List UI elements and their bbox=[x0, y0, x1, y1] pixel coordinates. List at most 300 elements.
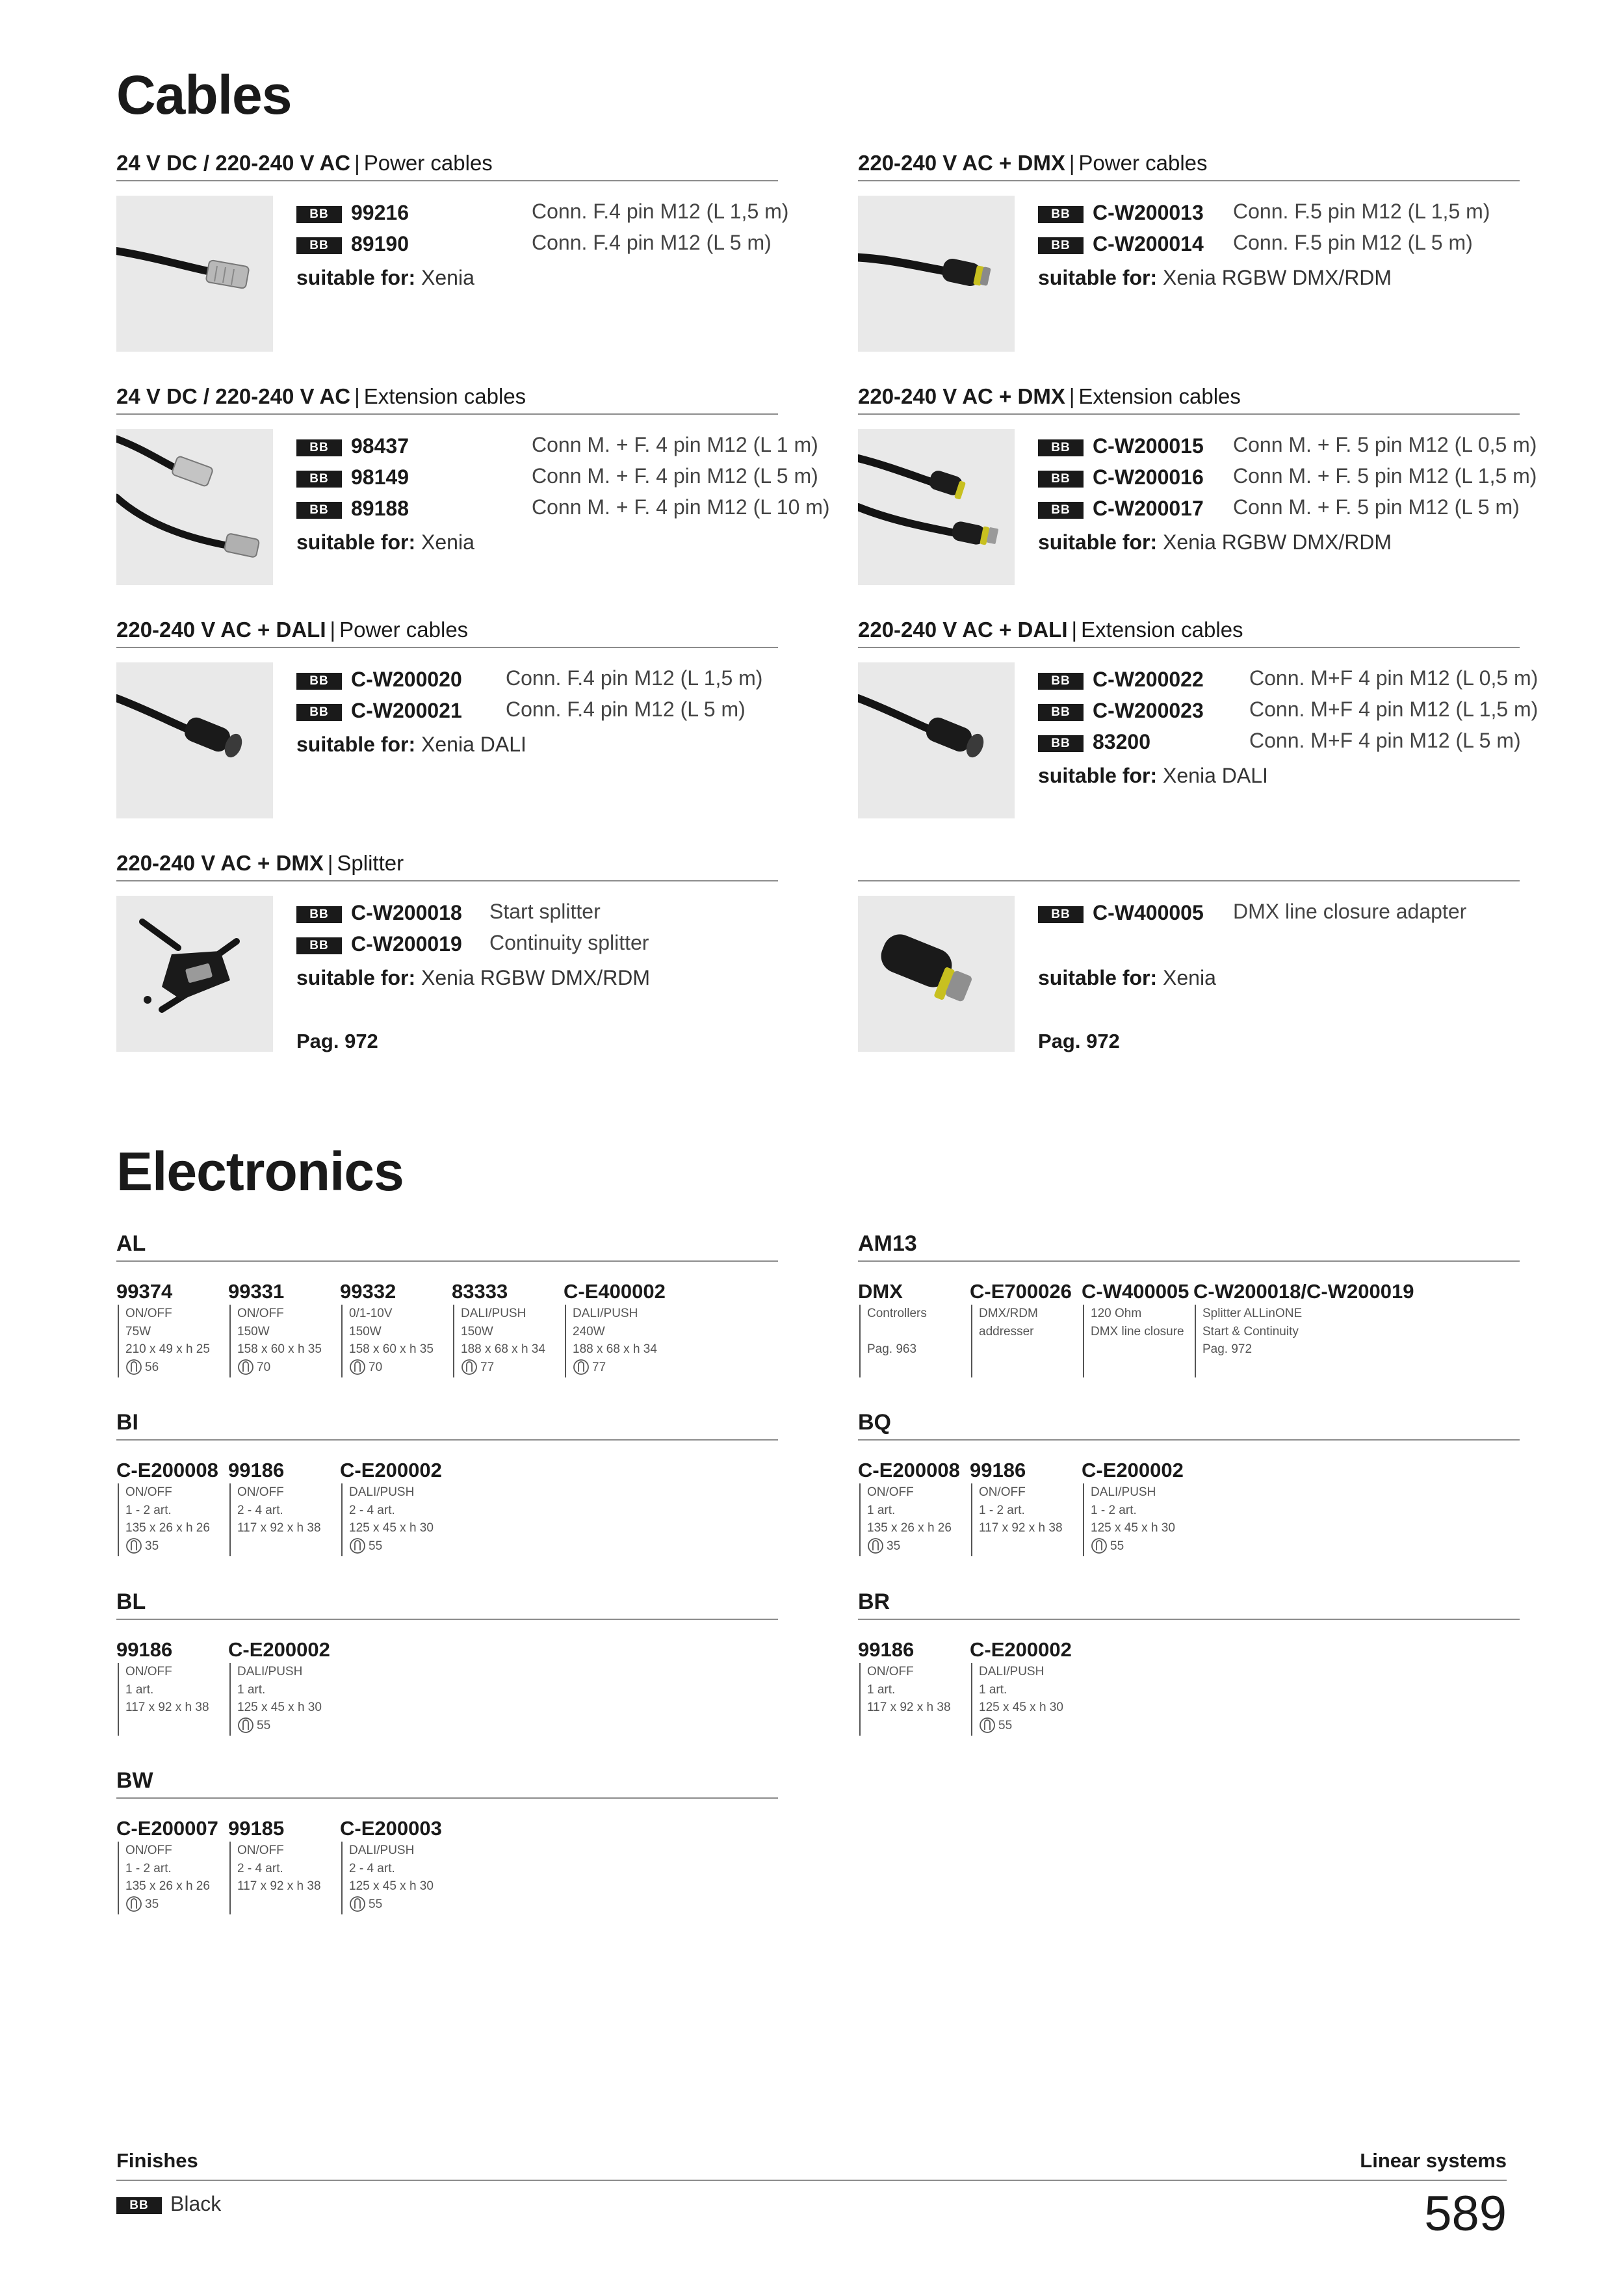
item-desc: Conn. F.4 pin M12 (L 1,5 m) bbox=[506, 666, 763, 690]
page-reference[interactable]: Pag. 972 bbox=[296, 1030, 378, 1052]
detail-line: 150W bbox=[237, 1324, 270, 1338]
product-col bbox=[858, 1638, 970, 1736]
heading-separator: | bbox=[327, 851, 333, 875]
product-col bbox=[116, 1459, 228, 1556]
product-code: C-E200002 bbox=[340, 1459, 442, 1481]
driver-icon bbox=[979, 1717, 996, 1734]
item-desc: Conn M. + F. 5 pin M12 (L 0,5 m) bbox=[1233, 433, 1537, 456]
product-code: C-E200008 bbox=[858, 1459, 960, 1481]
cable-photo bbox=[116, 196, 273, 352]
product-details bbox=[341, 1842, 452, 1914]
suitable-for bbox=[296, 729, 778, 760]
item-row bbox=[1038, 464, 1537, 495]
item-row bbox=[1038, 200, 1520, 231]
item-row bbox=[296, 433, 818, 464]
detail-line: 158 x 60 x h 35 bbox=[237, 1342, 322, 1356]
detail-line: DALI/PUSH bbox=[349, 1844, 415, 1857]
detail-line: ON/OFF bbox=[125, 1307, 172, 1320]
section-rule bbox=[116, 180, 778, 181]
product-col bbox=[340, 1459, 452, 1556]
product-details bbox=[229, 1663, 340, 1736]
section-heading bbox=[858, 617, 1520, 643]
icon-row bbox=[349, 1537, 452, 1556]
icon-value: 35 bbox=[145, 1897, 159, 1911]
group-rule bbox=[858, 1260, 1520, 1262]
product-code: C-E200003 bbox=[340, 1817, 442, 1840]
detail-line: DALI/PUSH bbox=[349, 1485, 415, 1499]
item-list bbox=[296, 433, 830, 558]
product-code: 99186 bbox=[228, 1459, 285, 1481]
page-reference[interactable]: Pag. 972 bbox=[1038, 1030, 1120, 1052]
suitable-value: Xenia bbox=[1163, 966, 1216, 989]
icon-row bbox=[237, 1717, 340, 1735]
icon-value: 55 bbox=[369, 1897, 383, 1911]
product-col bbox=[116, 1638, 228, 1736]
cables-title: Cables bbox=[116, 64, 292, 125]
product-code: C-E200002 bbox=[228, 1638, 330, 1661]
item-code: C-W200018 bbox=[351, 901, 462, 924]
detail-line: 150W bbox=[461, 1324, 493, 1338]
heading-bold: 220-240 V AC + DALI bbox=[116, 618, 326, 642]
heading-separator: | bbox=[354, 384, 360, 408]
detail-line: 2 - 4 art. bbox=[349, 1503, 395, 1517]
heading-separator: | bbox=[1069, 384, 1075, 408]
detail-line: 158 x 60 x h 35 bbox=[349, 1342, 434, 1356]
product-code: C-W400005 bbox=[1082, 1280, 1189, 1303]
finish-badge: BB bbox=[1038, 471, 1084, 488]
suitable-value: Xenia bbox=[421, 530, 474, 554]
product-col bbox=[970, 1638, 1082, 1736]
detail-line: 117 x 92 x h 38 bbox=[867, 1701, 951, 1714]
product-details bbox=[971, 1305, 1082, 1377]
driver-icon bbox=[125, 1359, 142, 1376]
detail-line: 135 x 26 x h 26 bbox=[125, 1521, 210, 1535]
section-heading bbox=[116, 150, 778, 176]
group-name: AL bbox=[116, 1231, 146, 1256]
section-rule bbox=[116, 413, 778, 415]
icon-row bbox=[867, 1537, 970, 1556]
heading-label: Power cables bbox=[1078, 151, 1208, 175]
product-details bbox=[118, 1842, 228, 1914]
product-code: C-E700026 bbox=[970, 1280, 1072, 1303]
page-number: 589 bbox=[1424, 2186, 1507, 2241]
icon-row bbox=[125, 1896, 228, 1914]
splitter-photo bbox=[116, 896, 273, 1052]
finish-badge: BB bbox=[1038, 502, 1084, 519]
section-heading bbox=[116, 617, 778, 643]
detail-line: ON/OFF bbox=[979, 1485, 1026, 1499]
heading-bold: 220-240 V AC + DALI bbox=[858, 618, 1068, 642]
suitable-value: Xenia DALI bbox=[1163, 764, 1268, 787]
product-details bbox=[859, 1483, 970, 1556]
item-row bbox=[296, 666, 778, 698]
item-desc: Continuity splitter bbox=[489, 931, 649, 954]
heading-label: Splitter bbox=[337, 851, 404, 875]
group-name: BR bbox=[858, 1589, 890, 1614]
detail-line: DMX/RDM bbox=[979, 1307, 1038, 1320]
product-details bbox=[118, 1483, 228, 1556]
detail-line[interactable]: Pag. 972 bbox=[1202, 1342, 1253, 1356]
item-desc: Conn. M+F 4 pin M12 (L 1,5 m) bbox=[1249, 698, 1539, 721]
item-code: C-W200022 bbox=[1093, 668, 1204, 691]
detail-line: DALI/PUSH bbox=[979, 1665, 1045, 1678]
detail-line: 117 x 92 x h 38 bbox=[237, 1879, 321, 1893]
product-details bbox=[118, 1305, 228, 1377]
group-rule bbox=[858, 1439, 1520, 1441]
group-name: BW bbox=[116, 1768, 153, 1793]
detail-line: ON/OFF bbox=[867, 1665, 914, 1678]
suitable-for bbox=[1038, 527, 1520, 558]
item-list bbox=[1038, 900, 1520, 993]
driver-icon bbox=[349, 1537, 366, 1554]
product-col bbox=[970, 1459, 1082, 1556]
icon-row bbox=[349, 1896, 452, 1914]
section-rule bbox=[858, 647, 1520, 648]
detail-line: 1 art. bbox=[867, 1682, 896, 1697]
product-details bbox=[971, 1663, 1082, 1736]
driver-icon bbox=[237, 1717, 254, 1734]
item-desc: Conn M. + F. 4 pin M12 (L 5 m) bbox=[532, 464, 818, 488]
suitable-value: Xenia RGBW DMX/RDM bbox=[421, 966, 651, 989]
electronics-title: Electronics bbox=[116, 1141, 404, 1202]
detail-line: 2 - 4 art. bbox=[237, 1861, 283, 1875]
item-desc: Conn M. + F. 4 pin M12 (L 10 m) bbox=[532, 495, 830, 519]
detail-line: DALI/PUSH bbox=[573, 1307, 638, 1320]
product-details bbox=[565, 1305, 675, 1377]
item-row bbox=[1038, 433, 1537, 464]
item-list bbox=[296, 200, 789, 293]
detail-line: Start & Continuity bbox=[1202, 1324, 1299, 1338]
detail-line: DALI/PUSH bbox=[461, 1307, 526, 1320]
product-col bbox=[228, 1638, 340, 1736]
product-code: 99186 bbox=[858, 1638, 915, 1661]
detail-line: 1 - 2 art. bbox=[1091, 1503, 1137, 1517]
suitable-value: Xenia bbox=[421, 266, 474, 289]
item-row bbox=[1038, 900, 1520, 931]
item-row bbox=[296, 200, 789, 231]
suitable-for bbox=[1038, 962, 1520, 993]
heading-label: Extension cables bbox=[363, 384, 526, 408]
cable-photo bbox=[858, 196, 1015, 352]
cable-section-24v-power bbox=[116, 150, 789, 289]
cable-photo bbox=[858, 429, 1015, 585]
cable-image-icon bbox=[116, 662, 273, 818]
product-col bbox=[228, 1459, 340, 1556]
group-rule bbox=[116, 1439, 778, 1441]
product-code: DMX bbox=[858, 1280, 903, 1303]
product-col bbox=[340, 1817, 452, 1914]
driver-icon bbox=[125, 1896, 142, 1912]
suitable-label: suitable for: bbox=[296, 266, 416, 289]
product-col bbox=[858, 1280, 970, 1377]
product-col bbox=[116, 1280, 228, 1377]
cable-section-dmx-power bbox=[858, 150, 1520, 289]
cable-section-dali-extension bbox=[858, 617, 1539, 787]
product-col bbox=[228, 1817, 340, 1914]
detail-line: Controllers bbox=[867, 1307, 927, 1320]
icon-value: 77 bbox=[480, 1360, 495, 1374]
item-code: C-W400005 bbox=[1093, 901, 1204, 924]
item-desc: DMX line closure adapter bbox=[1233, 900, 1467, 923]
item-row bbox=[296, 464, 818, 495]
product-code: C-E400002 bbox=[564, 1280, 666, 1303]
adapter-photo bbox=[858, 896, 1015, 1052]
detail-line: 210 x 49 x h 25 bbox=[125, 1342, 210, 1356]
product-col bbox=[564, 1280, 675, 1377]
driver-icon bbox=[349, 1359, 366, 1376]
cable-image-icon bbox=[858, 429, 1015, 585]
footer-rule bbox=[116, 2180, 1507, 2181]
suitable-label: suitable for: bbox=[296, 966, 416, 989]
heading-bold: 220-240 V AC + DMX bbox=[116, 851, 324, 875]
icon-row bbox=[573, 1359, 675, 1377]
cable-photo bbox=[116, 429, 273, 585]
icon-value: 55 bbox=[257, 1718, 271, 1732]
item-row bbox=[1038, 698, 1539, 729]
product-details bbox=[229, 1483, 340, 1556]
adapter-image-icon bbox=[858, 896, 1015, 1052]
heading-label: Extension cables bbox=[1078, 384, 1241, 408]
product-details bbox=[341, 1483, 452, 1556]
electronics-group-bi bbox=[116, 1409, 778, 1553]
detail-line[interactable]: Pag. 963 bbox=[867, 1342, 917, 1356]
detail-spacer bbox=[867, 1323, 970, 1341]
detail-line: 135 x 26 x h 26 bbox=[867, 1521, 952, 1535]
driver-icon bbox=[461, 1359, 478, 1376]
item-desc: Conn M. + F. 5 pin M12 (L 5 m) bbox=[1233, 495, 1520, 519]
heading-bold: 220-240 V AC + DMX bbox=[858, 151, 1065, 175]
item-row bbox=[296, 900, 778, 931]
icon-value: 55 bbox=[1110, 1539, 1124, 1553]
detail-line: 1 - 2 art. bbox=[979, 1503, 1025, 1517]
product-code: C-E200008 bbox=[116, 1459, 218, 1481]
electronics-group-bl bbox=[116, 1589, 778, 1732]
icon-value: 70 bbox=[369, 1360, 383, 1374]
product-col bbox=[116, 1817, 228, 1914]
item-row bbox=[1038, 231, 1520, 262]
item-desc: Conn. M+F 4 pin M12 (L 5 m) bbox=[1249, 729, 1521, 752]
product-code: 99331 bbox=[228, 1280, 285, 1303]
suitable-label: suitable for: bbox=[1038, 966, 1158, 989]
item-list bbox=[1038, 666, 1539, 791]
detail-line: 117 x 92 x h 38 bbox=[237, 1521, 321, 1535]
item-desc: Conn M. + F. 4 pin M12 (L 1 m) bbox=[532, 433, 818, 456]
product-col bbox=[1082, 1459, 1193, 1556]
icon-row bbox=[125, 1359, 228, 1377]
item-desc: Conn. F.5 pin M12 (L 5 m) bbox=[1233, 231, 1473, 254]
group-rule bbox=[858, 1619, 1520, 1620]
product-code: 99374 bbox=[116, 1280, 173, 1303]
heading-label: Extension cables bbox=[1081, 618, 1243, 642]
section-heading bbox=[858, 384, 1520, 410]
product-col bbox=[228, 1280, 340, 1377]
item-row bbox=[296, 698, 778, 729]
cable-section-dmx-splitter bbox=[116, 850, 778, 1052]
driver-icon bbox=[1091, 1537, 1108, 1554]
section-rule bbox=[858, 880, 1520, 881]
product-code: C-E200007 bbox=[116, 1817, 218, 1840]
item-code: C-W200014 bbox=[1093, 232, 1204, 255]
icon-value: 55 bbox=[369, 1539, 383, 1553]
driver-icon bbox=[573, 1359, 590, 1376]
product-details bbox=[1195, 1305, 1453, 1377]
item-desc: Conn. F.4 pin M12 (L 1,5 m) bbox=[532, 200, 789, 223]
item-list bbox=[296, 900, 778, 993]
cable-section-dali-power bbox=[116, 617, 778, 756]
product-col bbox=[970, 1280, 1082, 1377]
group-rule bbox=[116, 1797, 778, 1799]
detail-line: 240W bbox=[573, 1324, 605, 1338]
icon-row bbox=[1091, 1537, 1193, 1556]
product-code: 99185 bbox=[228, 1817, 285, 1840]
heading-label: Power cables bbox=[363, 151, 493, 175]
product-details bbox=[341, 1305, 452, 1377]
item-desc: Conn. F.4 pin M12 (L 5 m) bbox=[506, 698, 746, 721]
icon-row bbox=[237, 1359, 340, 1377]
detail-line: ON/OFF bbox=[237, 1485, 284, 1499]
item-code: 98437 bbox=[351, 434, 409, 458]
item-code: C-W200016 bbox=[1093, 465, 1204, 489]
heading-bold: 24 V DC / 220-240 V AC bbox=[116, 384, 351, 408]
product-code: 99186 bbox=[970, 1459, 1026, 1481]
detail-line: ON/OFF bbox=[125, 1485, 172, 1499]
finish-badge: BB bbox=[1038, 237, 1084, 254]
detail-line: DALI/PUSH bbox=[1091, 1485, 1156, 1499]
suitable-for bbox=[1038, 760, 1520, 791]
group-name: BQ bbox=[858, 1410, 891, 1435]
item-row bbox=[1038, 729, 1520, 760]
finish-badge: BB bbox=[1038, 906, 1084, 923]
product-col bbox=[1082, 1280, 1193, 1377]
group-name: AM13 bbox=[858, 1231, 917, 1256]
icon-value: 70 bbox=[257, 1360, 271, 1374]
finish-badge: BB bbox=[296, 206, 342, 223]
icon-value: 35 bbox=[145, 1539, 159, 1553]
finish-badge: BB bbox=[296, 673, 342, 690]
detail-line: 0/1-10V bbox=[349, 1307, 393, 1320]
cable-photo bbox=[116, 662, 273, 818]
item-row bbox=[296, 231, 778, 262]
finish-badge: BB bbox=[1038, 439, 1084, 456]
product-details bbox=[1083, 1305, 1193, 1377]
detail-line: 125 x 45 x h 30 bbox=[237, 1701, 322, 1714]
product-code: C-E200002 bbox=[1082, 1459, 1184, 1481]
finish-badge: BB bbox=[1038, 673, 1084, 690]
finish-badge: BB bbox=[296, 906, 342, 923]
detail-line: 1 art. bbox=[979, 1682, 1007, 1697]
suitable-label: suitable for: bbox=[296, 530, 416, 554]
finish-badge: BB bbox=[296, 439, 342, 456]
heading-bold: 24 V DC / 220-240 V AC bbox=[116, 151, 351, 175]
finishes-title: Finishes bbox=[116, 2149, 198, 2172]
item-code: 89188 bbox=[351, 497, 409, 520]
detail-line: 1 art. bbox=[125, 1682, 154, 1697]
detail-line: 1 art. bbox=[237, 1682, 266, 1697]
section-rule bbox=[858, 413, 1520, 415]
suitable-label: suitable for: bbox=[296, 733, 416, 756]
driver-icon bbox=[125, 1537, 142, 1554]
group-name: BI bbox=[116, 1410, 138, 1435]
item-list bbox=[1038, 433, 1537, 558]
product-details bbox=[453, 1305, 564, 1377]
heading-label: Power cables bbox=[339, 618, 469, 642]
detail-line: ON/OFF bbox=[237, 1307, 284, 1320]
section-rule bbox=[116, 647, 778, 648]
finish-badge: BB bbox=[1038, 704, 1084, 721]
finish-badge: BB bbox=[296, 471, 342, 488]
detail-line: DALI/PUSH bbox=[237, 1665, 303, 1678]
section-rule bbox=[116, 880, 778, 881]
detail-line: 135 x 26 x h 26 bbox=[125, 1879, 210, 1893]
finish-badge: BB bbox=[1038, 206, 1084, 223]
group-rule bbox=[116, 1619, 778, 1620]
detail-line: 125 x 45 x h 30 bbox=[349, 1521, 434, 1535]
item-code: C-W200015 bbox=[1093, 434, 1204, 458]
icon-row bbox=[461, 1359, 564, 1377]
cable-image-icon bbox=[858, 662, 1015, 818]
detail-line: 1 - 2 art. bbox=[125, 1503, 172, 1517]
finish-badge: BB bbox=[296, 937, 342, 954]
item-desc: Start splitter bbox=[489, 900, 601, 923]
product-code: 99332 bbox=[340, 1280, 396, 1303]
item-code: 98149 bbox=[351, 465, 409, 489]
finish-badge: BB bbox=[296, 704, 342, 721]
icon-row bbox=[979, 1717, 1082, 1735]
electronics-group-br bbox=[858, 1589, 1520, 1732]
detail-line: 120 Ohm bbox=[1091, 1307, 1142, 1320]
driver-icon bbox=[867, 1537, 884, 1554]
item-row bbox=[1038, 666, 1539, 698]
item-code: C-W200017 bbox=[1093, 497, 1204, 520]
detail-line: 117 x 92 x h 38 bbox=[125, 1701, 209, 1714]
product-details bbox=[859, 1663, 970, 1736]
item-code: 99216 bbox=[351, 201, 409, 224]
suitable-for bbox=[296, 262, 778, 293]
section-heading bbox=[116, 384, 778, 410]
suitable-for bbox=[1038, 262, 1520, 293]
suitable-value: Xenia DALI bbox=[421, 733, 526, 756]
suitable-value: Xenia RGBW DMX/RDM bbox=[1163, 266, 1392, 289]
heading-separator: | bbox=[1071, 618, 1078, 642]
detail-line: 125 x 45 x h 30 bbox=[1091, 1521, 1175, 1535]
detail-line: 188 x 68 x h 34 bbox=[573, 1342, 657, 1356]
electronics-group-am13 bbox=[858, 1231, 1520, 1356]
suitable-for bbox=[296, 527, 778, 558]
heading-separator: | bbox=[330, 618, 336, 642]
detail-line: 117 x 92 x h 38 bbox=[979, 1521, 1063, 1535]
item-code: 83200 bbox=[1093, 730, 1150, 753]
suitable-for bbox=[296, 962, 778, 993]
item-code: C-W200019 bbox=[351, 932, 462, 956]
product-col bbox=[858, 1459, 970, 1556]
group-rule bbox=[116, 1260, 778, 1262]
detail-line: 125 x 45 x h 30 bbox=[349, 1879, 434, 1893]
item-code: C-W200013 bbox=[1093, 201, 1204, 224]
item-code: C-W200021 bbox=[351, 699, 462, 722]
electronics-group-bq bbox=[858, 1409, 1520, 1553]
product-col bbox=[452, 1280, 564, 1377]
item-code: 89190 bbox=[351, 232, 409, 255]
cable-section-dmx-extension bbox=[858, 384, 1537, 554]
suitable-label: suitable for: bbox=[1038, 266, 1158, 289]
item-row bbox=[296, 495, 830, 527]
item-desc: Conn. M+F 4 pin M12 (L 0,5 m) bbox=[1249, 666, 1539, 690]
product-details bbox=[118, 1663, 228, 1736]
driver-icon bbox=[349, 1896, 366, 1912]
product-details bbox=[1083, 1483, 1193, 1556]
detail-line: ON/OFF bbox=[125, 1665, 172, 1678]
icon-value: 55 bbox=[998, 1718, 1013, 1732]
